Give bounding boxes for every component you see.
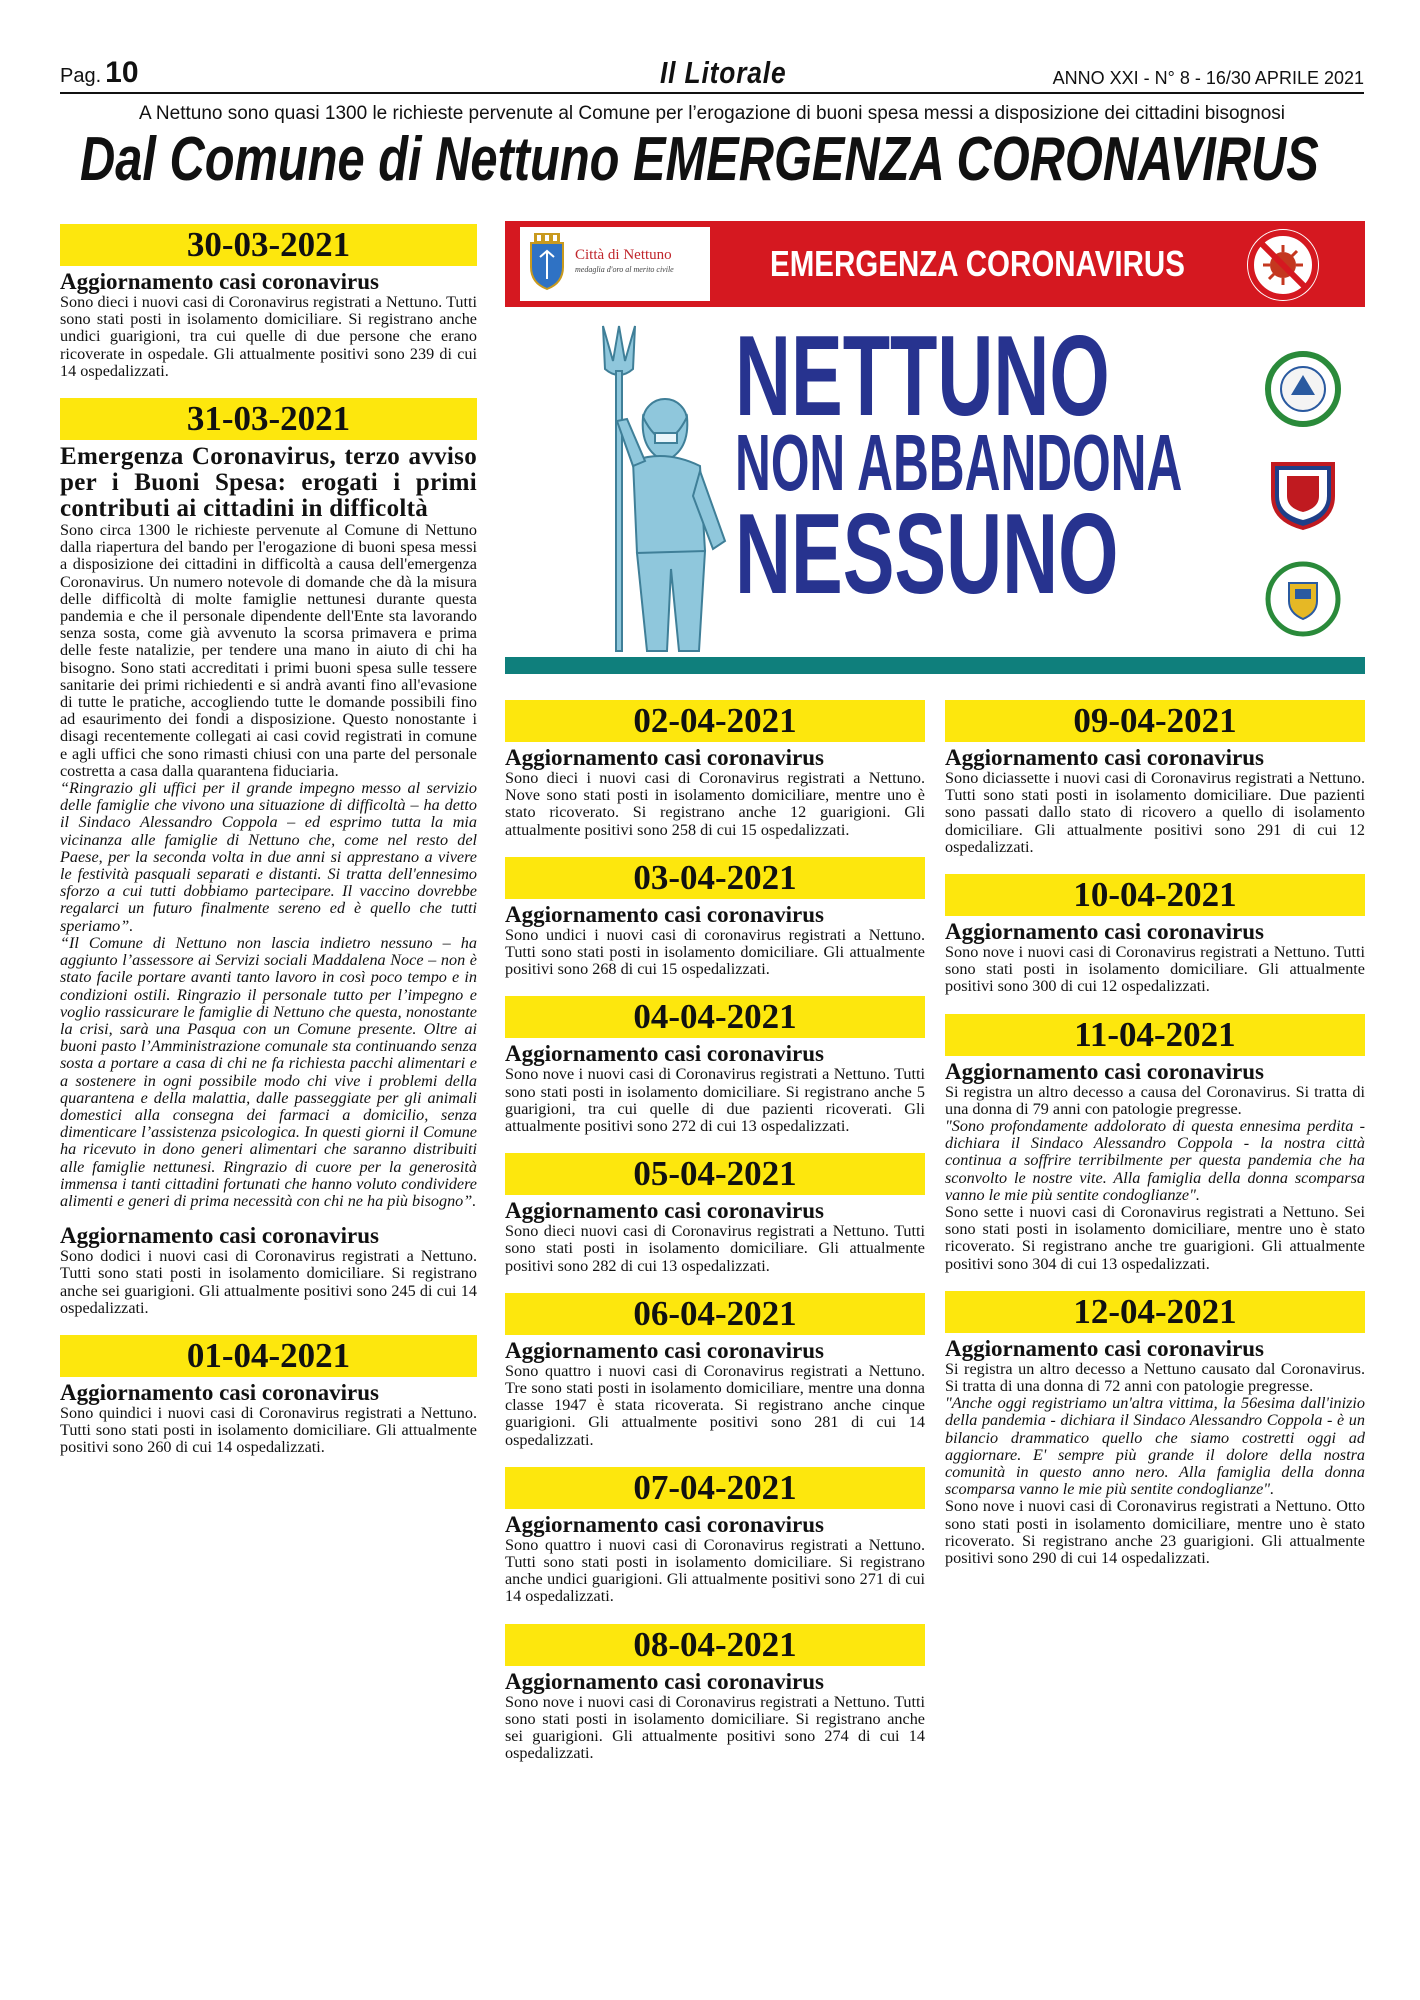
zoophile-guards-logo-icon	[1265, 561, 1341, 637]
article-quote: “Ringrazio gli uffici per il grande impegno messo al servizio delle famiglie che vivono una situazione di difficoltà – ha detto il Sindaco Alessandro Coppola – ed esprimo tutta la mia vicinanza alle famiglie di Nettuno che, come nel resto del Paese, per la seconda volta in due anni si apprestano a vivere le festività pasquali separati e distanti. Si tratta dell'ennesimo sforzo a cui tutti dobbiamo partecipare. Il vaccino dovrebbe regalarci un futuro finalmente sereno ed è quello che tutti speriamo”.	[60, 779, 477, 935]
poster-banner-text: EMERGENZA CORONAVIRUS	[770, 243, 1185, 284]
article-quote: “Il Comune di Nettuno non lascia indietro nessuno – ha aggiunto l’assessore ai Servizi sociali Maddalena Noce – non è stato facile portare avanti tanto lavoro in così poco tempo e in condizioni ostili. Ringrazio il personale tutto per l’impegno e voglio rassicurare le famiglie di Nettuno che questa, nonostante la crisi, sarà una Pasqua con un Comune presente. Oltre ai buoni pasto l’Amministrazione comunale sta continuando senza sosta a portare a casa di chi ne fa richiesta pacchi alimentari e a sostenere in ogni possibile modo chi vive i problemi della quarantena e della malattia, dalle passeggiate per gli animali domestici alla consegna dei farmaci a domicilio, senza dimenticare l’assistenza psicologica. In questi giorni il Comune ha ricevuto in dono generi alimentari che saranno distribuiti alle famiglie nettunesi. Ringrazio di cuore per la generosità immensa i tanti cittadini fortunati che hanno voluto condividere alimenti e generi di prima necessità con chi ne ha più bisogno”.	[60, 933, 477, 1210]
article-body	[60, 522, 477, 1210]
city-name: Città di Nettuno	[575, 247, 672, 263]
article-body: Sono diciassette i nuovi casi di Coronavirus registrati a Nettuno. Tutti sono stati posti in isolamento domiciliare. Due pazienti sono passati dallo stato di ricovero a quello di isolamento domiciliare. Gli attualmente positivi sono 291 di cui 12 ospedalizzati.	[945, 769, 1365, 856]
article-body: Sono nove i nuovi casi di Coronavirus registrati a Nettuno. Tutti sono stati posti in isolamento domiciliare. Gli attualmente positivi sono 300 di cui 12 ospedalizzati.	[945, 943, 1365, 996]
article-title: Aggiornamento casi coronavirus	[945, 1335, 1265, 1361]
article-body	[945, 1084, 1365, 1273]
date-band: 02-04-2021	[505, 700, 925, 742]
date-band: 03-04-2021	[505, 857, 925, 899]
article-body: Sono quattro i nuovi casi di Coronavirus registrati a Nettuno. Tutti sono stati posti in isolamento domiciliare. Si registrano anche undici guarigioni. Gli attualmente positivi sono 271 di cui 14 ospedalizzati.	[505, 1535, 925, 1606]
article-title: Aggiornamento casi coronavirus	[505, 745, 825, 770]
date-band: 08-04-2021	[505, 1624, 925, 1666]
poster-line-3: NESSUNO	[735, 491, 1119, 618]
carabinieri-shield-logo-icon	[1265, 456, 1341, 532]
article-title: Aggiornamento casi coronavirus	[60, 1223, 380, 1249]
article-title: Aggiornamento casi coronavirus	[945, 1058, 1265, 1084]
article-body: Sono dieci nuovi casi di Coronavirus registrati a Nettuno. Tutti sono stati posti in isolamento domiciliare. Gli attualmente positivi sono 282 di cui 13 ospedalizzati.	[505, 1222, 925, 1275]
article-paragraph: Sono sette i nuovi casi di Coronavirus registrati a Nettuno. Sei sono stati posti in isolamento domiciliare, mentre uno è stato ricoverato. Si registrano anche tre guarigioni. Gli attualmente positivi sono 304 di cui 13 ospedalizzati.	[945, 1203, 1365, 1273]
poster-line-1: NETTUNO	[735, 313, 1110, 440]
article-paragraph: Sono nove i nuovi casi di Coronavirus registrati a Nettuno. Otto sono stati posti in isolamento domiciliare, mentre uno è stato ricoverato. Si registrano anche 23 guarigioni. Gli attualmente positivi sono 290 di cui 14 ospedalizzati.	[945, 1497, 1365, 1568]
article-body: Sono nove i nuovi casi di Coronavirus registrati a Nettuno. Tutti sono stati posti in isolamento domiciliare. Si registrano anche 5 guarigioni, tra cui quelle di due pazienti ricoverati. Gli attualmente positivi sono 272 di cui 13 ospedalizzati.	[505, 1065, 925, 1136]
article-title: Aggiornamento casi coronavirus	[60, 269, 380, 294]
neptune-statue-icon	[575, 321, 755, 661]
page-label: Pag.	[60, 65, 102, 87]
page-headline: Dal Comune di Nettuno EMERGENZA CORONAVIRUS	[80, 125, 1319, 194]
city-logo-block	[520, 227, 710, 301]
article-paragraph: Sono circa 1300 le richieste pervenute al Comune di Nettuno dalla riapertura del bando per l'erogazione di buoni spesa messi a disposizione dei cittadini in difficoltà a causa dell'emergenza Coronavirus. Un numero notevole di domande che dà la misura delle difficoltà di molte famiglie nettunesi durante questa pandemia e che il personale dipendente dell'Ente sta lavorando senza sosta, come già avvenuto la scorsa primavera e prima delle feste natalizie, per tendere una mano in aiuto di chi ha bisogno. Sono stati accreditati i primi buoni spesa sulle tessere sanitarie dei primi richiedenti e si andrà avanti fino all'evasione di tutte le pratiche, accogliendo tutte le domande possibili fino ad esaurimento dei fondi a disposizione. Questo nonostante i disagi recentemente collegati ai casi covid registrati in comune e agli uffici che sono rimasti chiusi con una parte del personale costretta a casa dalla quarantena fiduciaria.	[60, 521, 477, 780]
article-title: Aggiornamento casi coronavirus	[945, 919, 1265, 945]
date-band: 09-04-2021	[945, 700, 1365, 742]
page-number-value: 10	[105, 56, 139, 89]
date-band: 30-03-2021	[60, 224, 477, 266]
city-subtitle: medaglia d'oro al merito civile	[575, 265, 674, 274]
article-title: Aggiornamento casi coronavirus	[505, 1337, 825, 1363]
date-band: 11-04-2021	[945, 1014, 1365, 1056]
article-body: Sono nove i nuovi casi di Coronavirus registrati a Nettuno. Tutti sono stati posti in isolamento domiciliare. Si registrano anche sei guarigioni. Gli attualmente positivi sono 274 di cui 14 ospedalizzati.	[505, 1692, 925, 1763]
date-band: 05-04-2021	[505, 1153, 925, 1195]
poster-teal-bar	[505, 657, 1365, 674]
article-title: Aggiornamento casi coronavirus	[505, 1511, 825, 1537]
article-body: Sono dodici i nuovi casi di Coronavirus registrati a Nettuno. Tutti sono stati posti in isolamento domiciliare. Si registrano anche sei guarigioni. Gli attualmente positivi sono 245 di cui 14 ospedalizzati.	[60, 1247, 477, 1317]
article-quote: "Anche oggi registriamo un'altra vittima, la 56esima dall'inizio della pandemia - dichiara il Sindaco Alessandro Coppola - è un bilancio drammatico quello che siamo costretti oggi ad aggiornare. E' sempre più grande il dolore della nostra comunità in questo anno nero. Alla famiglia della donna scomparsa vanno le mie più sentite condoglianze".	[945, 1394, 1365, 1499]
article-title: Emergenza Coronavirus, terzo avviso per i Buoni Spesa: erogati i primi contributi ai cittadini in difficoltà	[60, 443, 477, 523]
poster-line-2: NON ABBANDONA	[735, 418, 1183, 507]
date-band: 12-04-2021	[945, 1291, 1365, 1333]
virus-badge-icon	[1245, 227, 1321, 303]
date-band: 04-04-2021	[505, 996, 925, 1038]
article-title: Aggiornamento casi coronavirus	[505, 1668, 825, 1694]
article-body: Sono dieci i nuovi casi di Coronavirus registrati a Nettuno. Tutti sono stati posti in isolamento domiciliare. Si registrano anche undici guarigioni, tra cui quelle di due persone che erano ricoverate in ospedale. Gli attualmente positivi sono 239 di cui 14 ospedalizzati.	[60, 293, 477, 380]
page-number	[60, 56, 139, 90]
city-crest-icon	[528, 233, 566, 291]
masthead: Il Litorale	[660, 55, 787, 90]
article-body: Sono quindici i nuovi casi di Coronavirus registrati a Nettuno. Tutti sono stati posti in isolamento domiciliare. Gli attualmente positivi sono 260 di cui 14 ospedalizzati.	[60, 1403, 477, 1457]
date-band: 06-04-2021	[505, 1293, 925, 1335]
date-band: 07-04-2021	[505, 1467, 925, 1509]
article-title: Aggiornamento casi coronavirus	[505, 1041, 825, 1067]
article-quote: "Sono profondamente addolorato di questa ennesima perdita - dichiara il Sindaco Alessandro Coppola - la nostra città continua a soffrire terribilmente per questa pandemia che ha sconvolto le nostre vite. Alla famiglia della donna scomparsa vanno le mie più sentite condoglianze".	[945, 1117, 1365, 1204]
civil-protection-logo-icon	[1265, 351, 1341, 427]
article-title: Aggiornamento casi coronavirus	[505, 901, 825, 927]
article-paragraph: Si registra un altro decesso a causa del Coronavirus. Si tratta di una donna di 79 anni con patologie pregresse.	[945, 1082, 1365, 1118]
article-body: Sono undici i nuovi casi di coronavirus registrati a Nettuno. Tutti sono stati posti in isolamento domiciliare. Gli attualmente positivi sono 268 di cui 15 ospedalizzati.	[505, 925, 925, 979]
article-body: Sono dieci i nuovi casi di Coronavirus registrati a Nettuno. Nove sono stati posti in isolamento domiciliare, mentre uno è stato ricoverato. Si registrano anche 12 guarigioni. Gli attualmente positivi sono 258 di cui 15 ospedalizzati.	[505, 769, 925, 839]
article-title: Aggiornamento casi coronavirus	[60, 1379, 380, 1405]
date-band: 31-03-2021	[60, 398, 477, 440]
column-left	[60, 224, 477, 1457]
issue-info: ANNO XXI - N° 8 - 16/30 APRILE 2021	[1052, 68, 1364, 88]
column-middle	[505, 700, 925, 1762]
article-body: Sono quattro i nuovi casi di Coronavirus registrati a Nettuno. Tre sono stati posti in isolamento domiciliare, mentre una donna classe 1947 è stata ricoverata. Si registrano anche cinque guarigioni. Gli attualmente positivi sono 281 di cui 14 ospedalizzati.	[505, 1361, 925, 1449]
article-body	[945, 1361, 1365, 1567]
campaign-poster	[505, 221, 1365, 674]
article-paragraph: Si registra un altro decesso a Nettuno causato dal Coronavirus. Si tratta di una donna di 72 anni con patologie pregresse.	[945, 1359, 1365, 1396]
subheadline: A Nettuno sono quasi 1300 le richieste pervenute al Comune per l’erogazione di buoni spesa messi a disposizione dei cittadini bisognosi	[139, 103, 1285, 124]
date-band: 01-04-2021	[60, 1335, 477, 1377]
date-band: 10-04-2021	[945, 874, 1365, 916]
article-title: Aggiornamento casi coronavirus	[505, 1198, 825, 1224]
page-header	[60, 55, 1364, 94]
article-title: Aggiornamento casi coronavirus	[945, 745, 1265, 770]
column-right	[945, 700, 1365, 1567]
